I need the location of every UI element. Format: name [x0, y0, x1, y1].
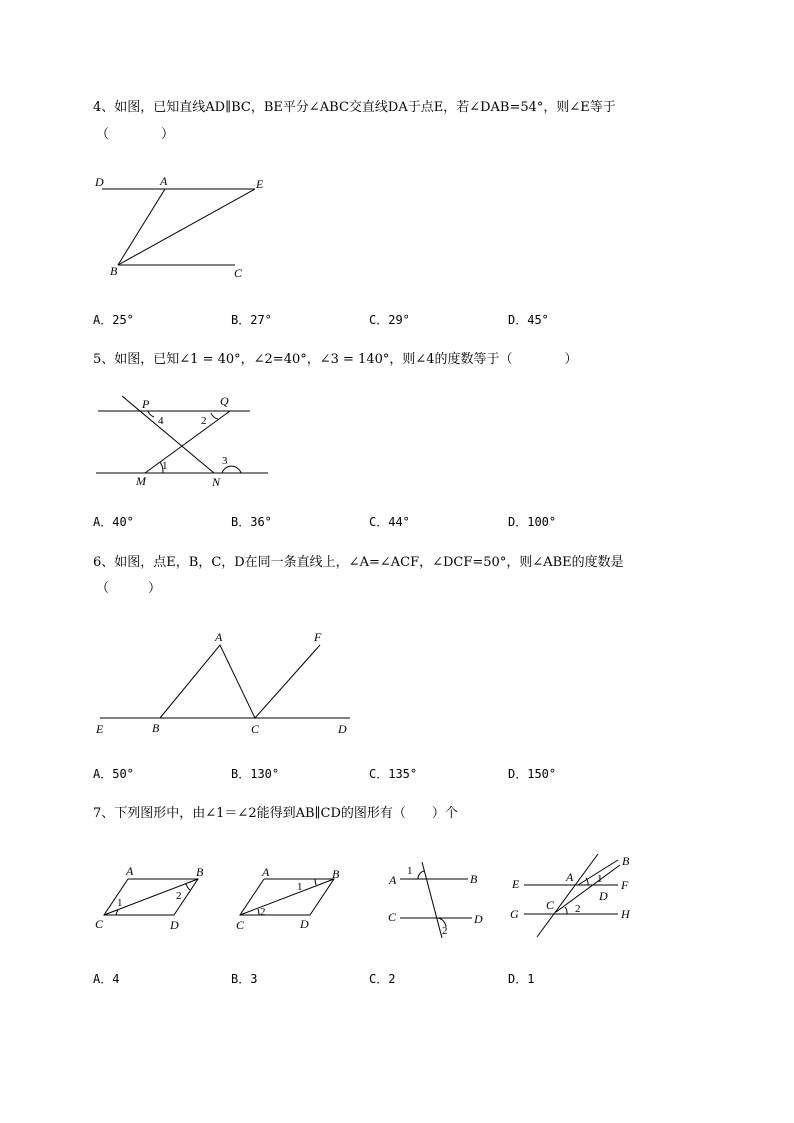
- q7-f2-D: D: [300, 917, 309, 931]
- q7-f4-angle-1: 1: [597, 873, 603, 885]
- q7-option-c: C．2: [369, 972, 396, 986]
- q7-option-b: B．3: [231, 972, 258, 986]
- q5-angle-3: 3: [222, 455, 228, 467]
- q7-f4-angle-2: 2: [575, 903, 581, 915]
- q7-f4-E: E: [512, 877, 520, 891]
- q5-label-P: P: [142, 397, 150, 411]
- q7-f3-D: D: [474, 912, 483, 926]
- q5-option-d: D．100°: [508, 515, 557, 529]
- q4-label-D: D: [95, 175, 104, 189]
- q4-option-d: D．45°: [508, 313, 549, 327]
- q4-option-a: A．25°: [93, 313, 134, 327]
- q7-f3-B: B: [470, 872, 478, 886]
- q5-option-b: B．36°: [231, 515, 272, 529]
- q5-option-a: A．40°: [93, 515, 134, 529]
- q7-option-a: A．4: [93, 972, 120, 986]
- q7-f4-C: C: [546, 898, 555, 912]
- q7-f4-F: F: [621, 878, 629, 892]
- q7-f3-A: A: [389, 873, 397, 887]
- q7-f4-D: D: [599, 889, 608, 903]
- q7-option-d: D．1: [508, 972, 535, 986]
- q7-f2-C: C: [236, 918, 245, 932]
- q6-option-b: B．130°: [231, 767, 280, 781]
- q5-label-N: N: [212, 475, 221, 489]
- q4-paren: （ ）: [96, 127, 175, 142]
- q6-label-A: A: [215, 630, 223, 644]
- q6-label-F: F: [314, 630, 322, 644]
- q6-option-c: C．135°: [369, 767, 418, 781]
- q7-f1-D: D: [170, 918, 179, 932]
- q6-text: 6、如图，点E，B，C，D在同一条直线上，∠A=∠ACF，∠DCF=50°，则∠ABE的度数是: [93, 555, 624, 570]
- q7-f1-C: C: [95, 917, 104, 931]
- q6-option-a: A．50°: [93, 767, 134, 781]
- q4-label-A: A: [160, 174, 168, 188]
- q7-f4-H: H: [621, 907, 630, 921]
- q5-text: 5、如图，已知∠1 = 40°，∠2=40°，∠3 = 140°，则∠4的度数等于（ ）: [93, 352, 578, 367]
- q7-f3-C: C: [388, 910, 397, 924]
- q4-option-c: C．29°: [369, 313, 410, 327]
- q7-f1-A: A: [126, 864, 134, 878]
- q5-label-M: M: [136, 474, 146, 488]
- q4-label-C: C: [234, 266, 243, 280]
- q7-f1-angle-1: 1: [117, 897, 123, 909]
- q5-angle-1: 1: [162, 460, 168, 472]
- q7-f2-A: A: [262, 865, 270, 879]
- q7-f2-B: B: [332, 867, 340, 881]
- q6-label-E: E: [96, 722, 104, 736]
- q7-f1-angle-2: 2: [176, 890, 182, 902]
- q6-label-C: C: [251, 722, 260, 736]
- q6-label-D: D: [338, 722, 347, 736]
- q5-angle-2: 2: [201, 415, 207, 427]
- q4-option-b: B．27°: [231, 313, 272, 327]
- q7-f4-A: A: [566, 870, 574, 884]
- q7-f3-angle-1: 1: [407, 865, 413, 877]
- q4-label-B: B: [110, 264, 118, 278]
- q7-f4-B: B: [622, 854, 630, 868]
- q5-angle-4: 4: [158, 415, 164, 427]
- q6-paren: （ ）: [96, 581, 162, 596]
- q4-label-E: E: [256, 177, 264, 191]
- q5-option-c: C．44°: [369, 515, 410, 529]
- q6-label-B: B: [152, 721, 160, 735]
- q5-label-Q: Q: [220, 394, 229, 408]
- q7-f3-angle-2: 2: [442, 925, 448, 937]
- q4-text: 4、如图，已知直线AD∥BC，BE平分∠ABC交直线DA于点E，若∠DAB=54°，则∠E等于: [93, 100, 616, 115]
- q7-f1-B: B: [196, 865, 204, 879]
- q7-f4-G: G: [510, 907, 519, 921]
- q7-f2-angle-1: 1: [297, 881, 303, 893]
- q7-text: 7、下列图形中，由∠1＝∠2能得到AB∥CD的图形有（ ）个: [93, 806, 458, 821]
- q6-option-d: D．150°: [508, 767, 557, 781]
- q7-f2-angle-2: 2: [260, 906, 266, 918]
